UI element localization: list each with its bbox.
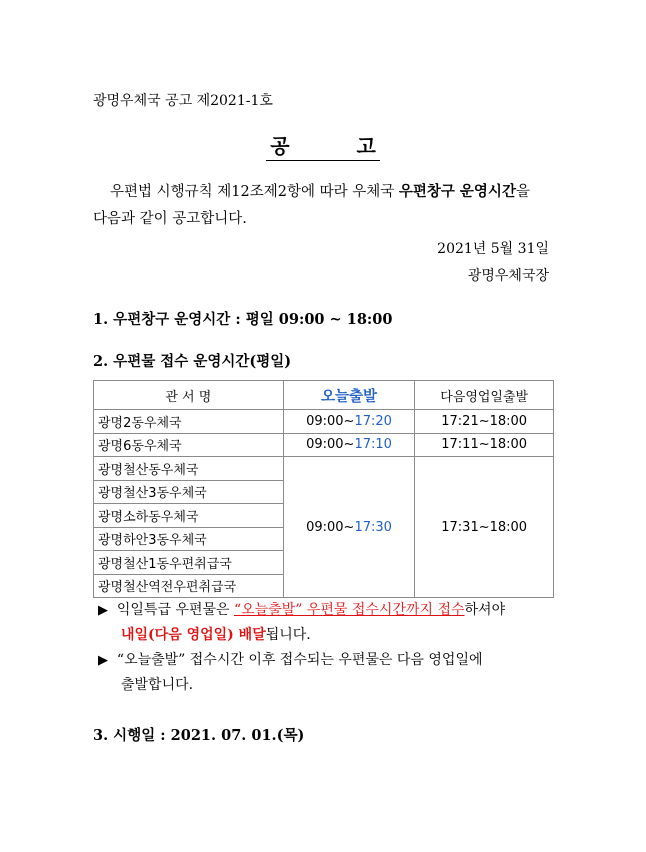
header-next: 다음영업일출발 <box>415 381 554 410</box>
table-row <box>94 410 554 434</box>
office-name: 광명소하동우체국 <box>94 504 284 528</box>
header-today: 오늘출발 <box>283 381 415 410</box>
bullet-icon: ▶ <box>98 603 108 618</box>
section-3-heading: 3. 시행일 : 2021. 07. 01.(목) <box>93 727 305 744</box>
office-name: 광명철산역전우편취급국 <box>94 574 284 598</box>
office-name: 광명철산1동우편취급국 <box>94 551 284 575</box>
note-1-emphasis: “오늘출발” 우편물 접수시간까지 접수 <box>234 602 465 618</box>
office-name: 광명2동우체국 <box>94 410 284 434</box>
note-2: ▶ “오늘출발” 접수시간 이후 접수되는 우편물은 다음 영업일에 출발합니다. <box>98 652 483 693</box>
note-1: ▶ 익일특급 우편물은 “오늘출발” 우편물 접수시간까지 접수하셔야 내일(다음 영업일) 배달됩니다. <box>98 602 506 643</box>
office-name: 광명하안3동우체국 <box>94 527 284 551</box>
today-time: 09:00~17:10 <box>283 433 415 457</box>
page-title: 공 고 <box>0 130 646 161</box>
document-number: 광명우체국 공고 제2021-1호 <box>93 93 273 109</box>
office-name: 광명철산3동우체국 <box>94 480 284 504</box>
table-row <box>94 457 554 481</box>
schedule-table <box>93 380 554 598</box>
section-2-heading: 2. 우편물 접수 운영시간(평일) <box>93 353 292 370</box>
note-1-delivery: 내일(다음 영업일) 배달 <box>121 627 266 643</box>
intro-line-1: 우편법 시행규칙 제12조제2항에 따라 우체국 우편창구 운영시간을 <box>110 183 530 200</box>
next-time: 17:21~18:00 <box>415 410 554 434</box>
intro-line-2: 다음과 같이 공고합니다. <box>93 211 247 227</box>
bullet-icon: ▶ <box>98 653 108 668</box>
group-next-time: 17:31~18:00 <box>415 457 554 598</box>
header-office: 관 서 명 <box>94 381 284 410</box>
office-name: 광명철산동우체국 <box>94 457 284 481</box>
intro-highlight: 우편창구 운영시간 <box>398 183 516 200</box>
next-time: 17:11~18:00 <box>415 433 554 457</box>
group-today-time: 09:00~17:30 <box>283 457 415 598</box>
notice-date: 2021년 5월 31일 <box>437 241 549 257</box>
office-name: 광명6동우체국 <box>94 433 284 457</box>
table-header-row <box>94 381 554 410</box>
issuer: 광명우체국장 <box>467 268 549 284</box>
table-row <box>94 433 554 457</box>
today-time: 09:00~17:20 <box>283 410 415 434</box>
section-1-heading: 1. 우편창구 운영시간 : 평일 09:00 ~ 18:00 <box>93 311 393 328</box>
